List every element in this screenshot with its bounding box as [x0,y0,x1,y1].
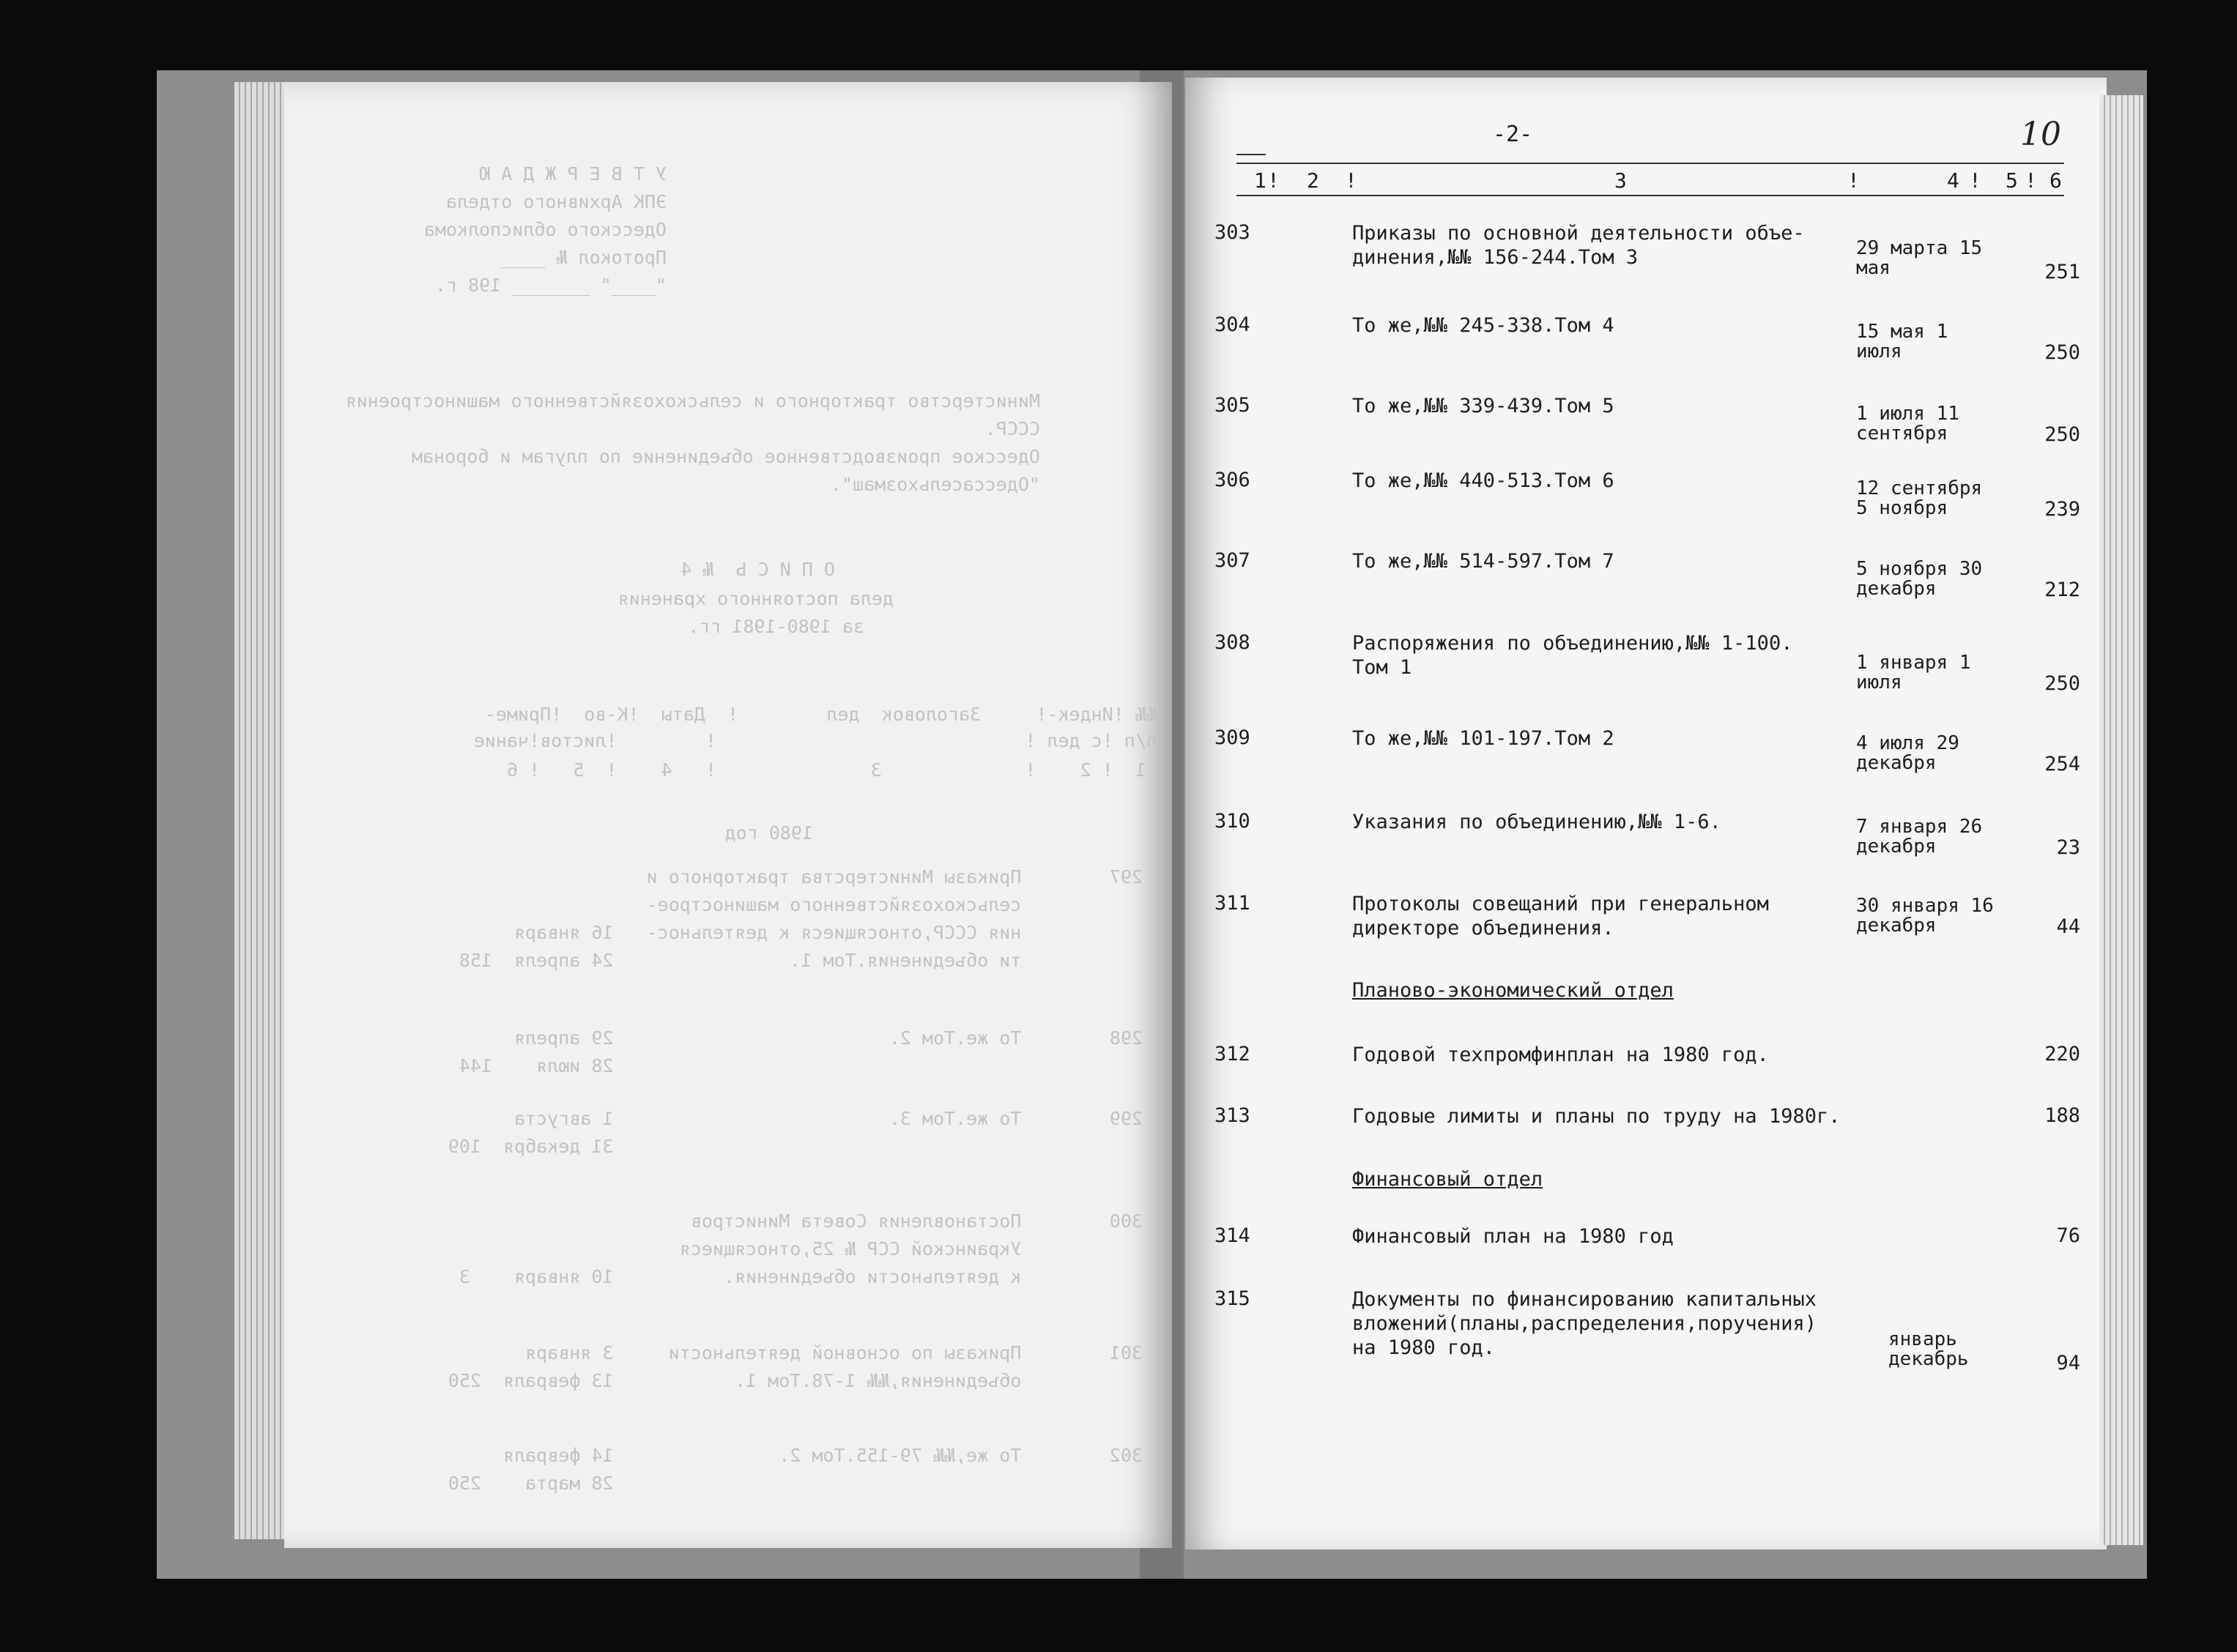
row-315-dates: январь декабрь [1888,1328,1969,1370]
row-311-dates: 30 января 16 декабря [1856,895,1994,937]
header-col-3: 3 [1614,168,1627,193]
row-314-title: Финансовый план на 1980 год [1352,1225,1674,1248]
header-top-rule [1236,163,2064,164]
row-306-dates: 12 сентября 5 ноября [1856,477,1983,519]
right-page-stack [2099,95,2143,1545]
header-col-2: 2 [1307,168,1319,193]
row-309-number: 309 [1214,726,1250,749]
header-separator: ! [1969,168,1981,193]
section-heading-finance: Финансовый отдел [1352,1168,1543,1191]
row-305-leaves: 250 [2044,423,2080,446]
row-308-number: 308 [1214,631,1250,654]
row-310-number: 310 [1214,810,1250,833]
row-312-title: Годовой техпромфинплан на 1980 год. [1352,1043,1769,1066]
header-bottom-rule [1236,195,2064,196]
header-col-5: 5 [2006,168,2018,193]
row-303-dates: 29 марта 15 мая [1856,237,1983,279]
header-separator: ! [1267,168,1280,193]
row-313-leaves: 188 [2044,1104,2080,1127]
row-315-number: 315 [1214,1287,1250,1310]
row-312-leaves: 220 [2044,1043,2080,1065]
row-312-number: 312 [1214,1043,1250,1065]
row-314-leaves: 76 [2056,1224,2080,1247]
left-page-stack [234,82,286,1539]
row-308-title: Распоряжения по объединению,№№ 1-100. Том 1 [1352,632,1793,679]
row-314-number: 314 [1214,1224,1250,1247]
row-303-number: 303 [1214,221,1250,244]
left-page [284,82,1172,1548]
right-page [1185,78,2107,1549]
row-311-number: 311 [1214,892,1250,915]
header-mark [1236,154,1266,155]
row-310-leaves: 23 [2056,836,2080,859]
row-307-leaves: 212 [2044,578,2080,601]
row-306-number: 306 [1214,469,1250,491]
row-310-title: Указания по объединению,№№ 1-6. [1352,811,1721,833]
row-310-dates: 7 января 26 декабря [1856,816,1983,857]
row-304-dates: 15 мая 1 июля [1856,321,1948,362]
row-311-leaves: 44 [2056,915,2080,938]
row-306-leaves: 239 [2044,498,2080,521]
row-303-title: Приказы по основной деятельности объе- динения,№№ 156-244.Том 3 [1352,222,1805,269]
row-304-title: То же,№№ 245-338.Том 4 [1352,314,1614,337]
row-309-title: То же,№№ 101-197.Том 2 [1352,727,1614,750]
row-305-number: 305 [1214,394,1250,417]
row-313-number: 313 [1214,1104,1250,1127]
row-303-leaves: 251 [2044,261,2080,283]
page-number: -2- [1493,122,1533,147]
row-307-dates: 5 ноября 30 декабря [1856,558,1983,600]
row-304-number: 304 [1214,313,1250,336]
row-307-number: 307 [1214,549,1250,572]
row-305-title: То же,№№ 339-439.Том 5 [1352,395,1614,417]
header-col-1: 1 [1254,168,1266,193]
header-separator: ! [1847,168,1860,193]
archive-sheet-number: 10 [2020,116,2061,153]
row-311-title: Протоколы совещаний при генеральном директоре объединения. [1352,893,1769,940]
row-309-leaves: 254 [2044,753,2080,775]
row-306-title: То же,№№ 440-513.Том 6 [1352,469,1614,492]
section-heading-planning: Планово-экономический отдел [1352,979,1674,1002]
row-304-leaves: 250 [2044,341,2080,364]
row-309-dates: 4 июля 29 декабря [1856,732,1959,774]
header-col-4: 4 [1947,168,1959,193]
header-separator: ! [2025,168,2037,193]
header-separator: ! [1345,168,1357,193]
row-315-title: Документы по финансированию капитальных вложений(планы,распределения,поручения) на 1980 год. [1352,1288,1817,1359]
header-col-6: 6 [2049,168,2062,193]
row-307-title: То же,№№ 514-597.Том 7 [1352,550,1614,573]
row-308-leaves: 250 [2044,672,2080,695]
bleed-through-text: У Т В Е Р Ж Д А Ю ЭПК Архивного отдела Одесского облисполкома Протокол № ____ "____" _______ 198 г. Министерство тракторного и сельскохозяйственного машиностроения СССР. Одесское производственное объединение по плугам и боронам "Одессасельхозмаш". О П И С Ь № 4 дела постоянного хранения за 1980-1981 гг. №№ !Индек-! Заголовок дел ! Даты !К-во !Приме- п/п !с дел ! ! !листов!чание 1 ! 2 ! 3 ! 4 ! 5 ! 6 1980 год 297 Приказы Министерства тракторного и сельскохозяйственного машинострое- ния СССР,относящиеся к деятельнос- 16 января ти объединения.Том 1. 24 апреля 158 298 То же.Том 2. 29 апреля 28 июля 144 299 То же.Том 3. 1 августа 31 декабря 109 300 Постановления Совета Министров Украинской ССР № 25,относящиеся к деятельности объединения. 10 января 3 301 Приказы по основной деятельности 3 января объединения,№№ 1-78.Том 1. 13 февраля 250 302 То же,№№ 79-155.Том 2. 14 февраля 28 марта 250 [345,163,1157,1494]
row-305-dates: 1 июля 11 сентября [1856,403,1959,444]
row-313-title: Годовые лимиты и планы по труду на 1980г. [1352,1105,1841,1128]
row-308-dates: 1 января 1 июля [1856,652,1971,693]
row-315-leaves: 94 [2056,1352,2080,1374]
